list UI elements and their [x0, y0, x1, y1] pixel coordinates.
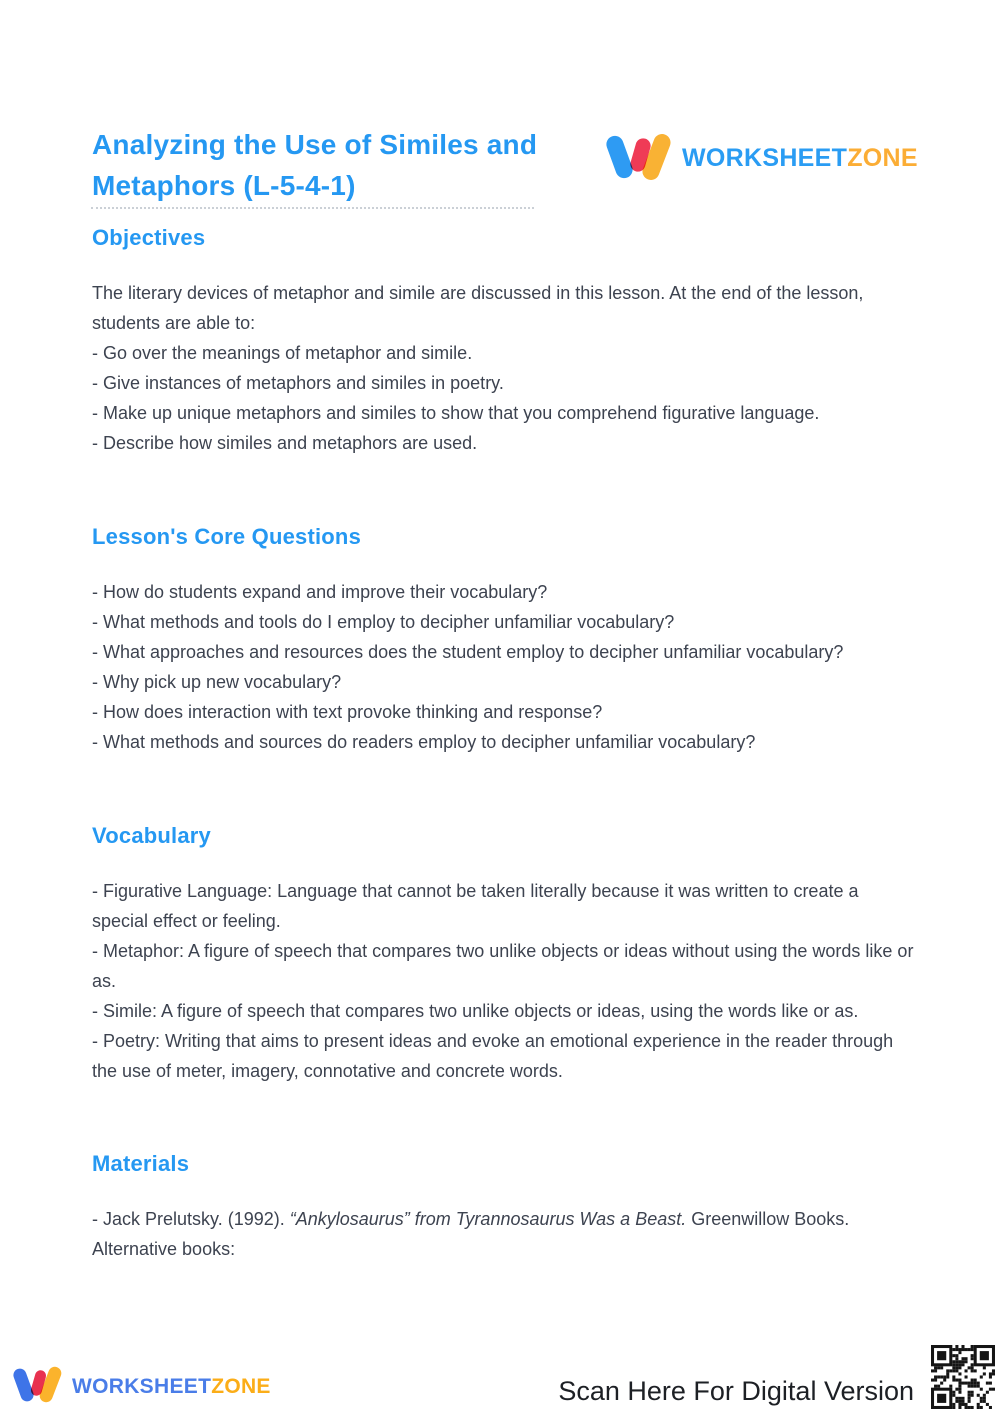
- section-heading-core-questions: Lesson's Core Questions: [92, 524, 362, 549]
- worksheetzone-w-icon: [606, 132, 672, 184]
- brand-wordmark-primary: WORKSHEET: [682, 143, 848, 172]
- question-item: - What methods and tools do I employ to decipher unfamiliar vocabulary?: [92, 612, 675, 632]
- objective-item: - Make up unique metaphors and similes to show that you comprehend figurative language.: [92, 403, 820, 423]
- citation-book-title: “Ankylosaurus” from Tyrannosaurus Was a Beast.: [289, 1209, 687, 1229]
- vocabulary-item: - Figurative Language: Language that cannot be taken literally because it was written to create a special effect or feeling.: [92, 881, 859, 931]
- objective-item: - Go over the meanings of metaphor and simile.: [92, 343, 473, 363]
- question-item: - How does interaction with text provoke thinking and response?: [92, 702, 603, 722]
- footer-worksheetzone-logo: [14, 1362, 271, 1412]
- dotted-divider: [91, 207, 534, 209]
- footer-brand-wordmark-primary: WORKSHEET: [72, 1375, 212, 1398]
- vocabulary-item: - Metaphor: A figure of speech that compares two unlike objects or ideas without using the words like or as.: [92, 941, 914, 991]
- scan-cta-text: Scan Here For Digital Version: [558, 1376, 914, 1406]
- brand-wordmark-secondary: ZONE: [847, 143, 918, 172]
- footer-brand-wordmark: [72, 1375, 271, 1399]
- qr-code-icon: [926, 1340, 1000, 1414]
- objective-item: - Describe how similes and metaphors are used.: [92, 433, 478, 453]
- objective-item: - Give instances of metaphors and similes in poetry.: [92, 373, 504, 393]
- question-item: - What approaches and resources does the student employ to decipher unfamiliar vocabulary?: [92, 642, 844, 662]
- vocabulary-item: - Simile: A figure of speech that compares two unlike objects or ideas, using the words like or as.: [92, 1001, 859, 1021]
- title-block: [92, 124, 562, 206]
- section-core-questions: [92, 523, 914, 757]
- worksheetzone-logo: [606, 132, 918, 184]
- materials-citation: [92, 1204, 914, 1234]
- section-heading-vocabulary: Vocabulary: [92, 823, 211, 848]
- question-item: - What methods and sources do readers employ to decipher unfamiliar vocabulary?: [92, 732, 756, 752]
- objectives-intro: The literary devices of metaphor and simile are discussed in this lesson. At the end of the lesson, students are able to:: [92, 283, 864, 333]
- page-title: Analyzing the Use of Similes and Metaphors (L-5-4-1): [92, 129, 538, 201]
- alternative-books-label: Alternative books:: [92, 1239, 236, 1259]
- logo-stroke-blue: [604, 133, 635, 180]
- citation-suffix: Greenwillow Books.: [686, 1209, 850, 1229]
- citation-prefix: - Jack Prelutsky. (1992).: [92, 1209, 290, 1229]
- section-vocabulary: [92, 822, 914, 1086]
- section-heading-objectives: Objectives: [92, 225, 206, 250]
- vocabulary-item: - Poetry: Writing that aims to present ideas and evoke an emotional experience in the reader through the use of meter, imagery, connotative and concrete words.: [92, 1031, 894, 1081]
- section-materials: [92, 1150, 914, 1264]
- question-item: - How do students expand and improve their vocabulary?: [92, 582, 548, 602]
- footer-brand-wordmark-secondary: ZONE: [211, 1375, 271, 1398]
- section-heading-materials: Materials: [92, 1151, 190, 1176]
- brand-wordmark: [682, 144, 918, 173]
- section-objectives: [92, 224, 914, 458]
- question-item: - Why pick up new vocabulary?: [92, 672, 342, 692]
- footer-worksheetzone-w-icon: [14, 1362, 62, 1412]
